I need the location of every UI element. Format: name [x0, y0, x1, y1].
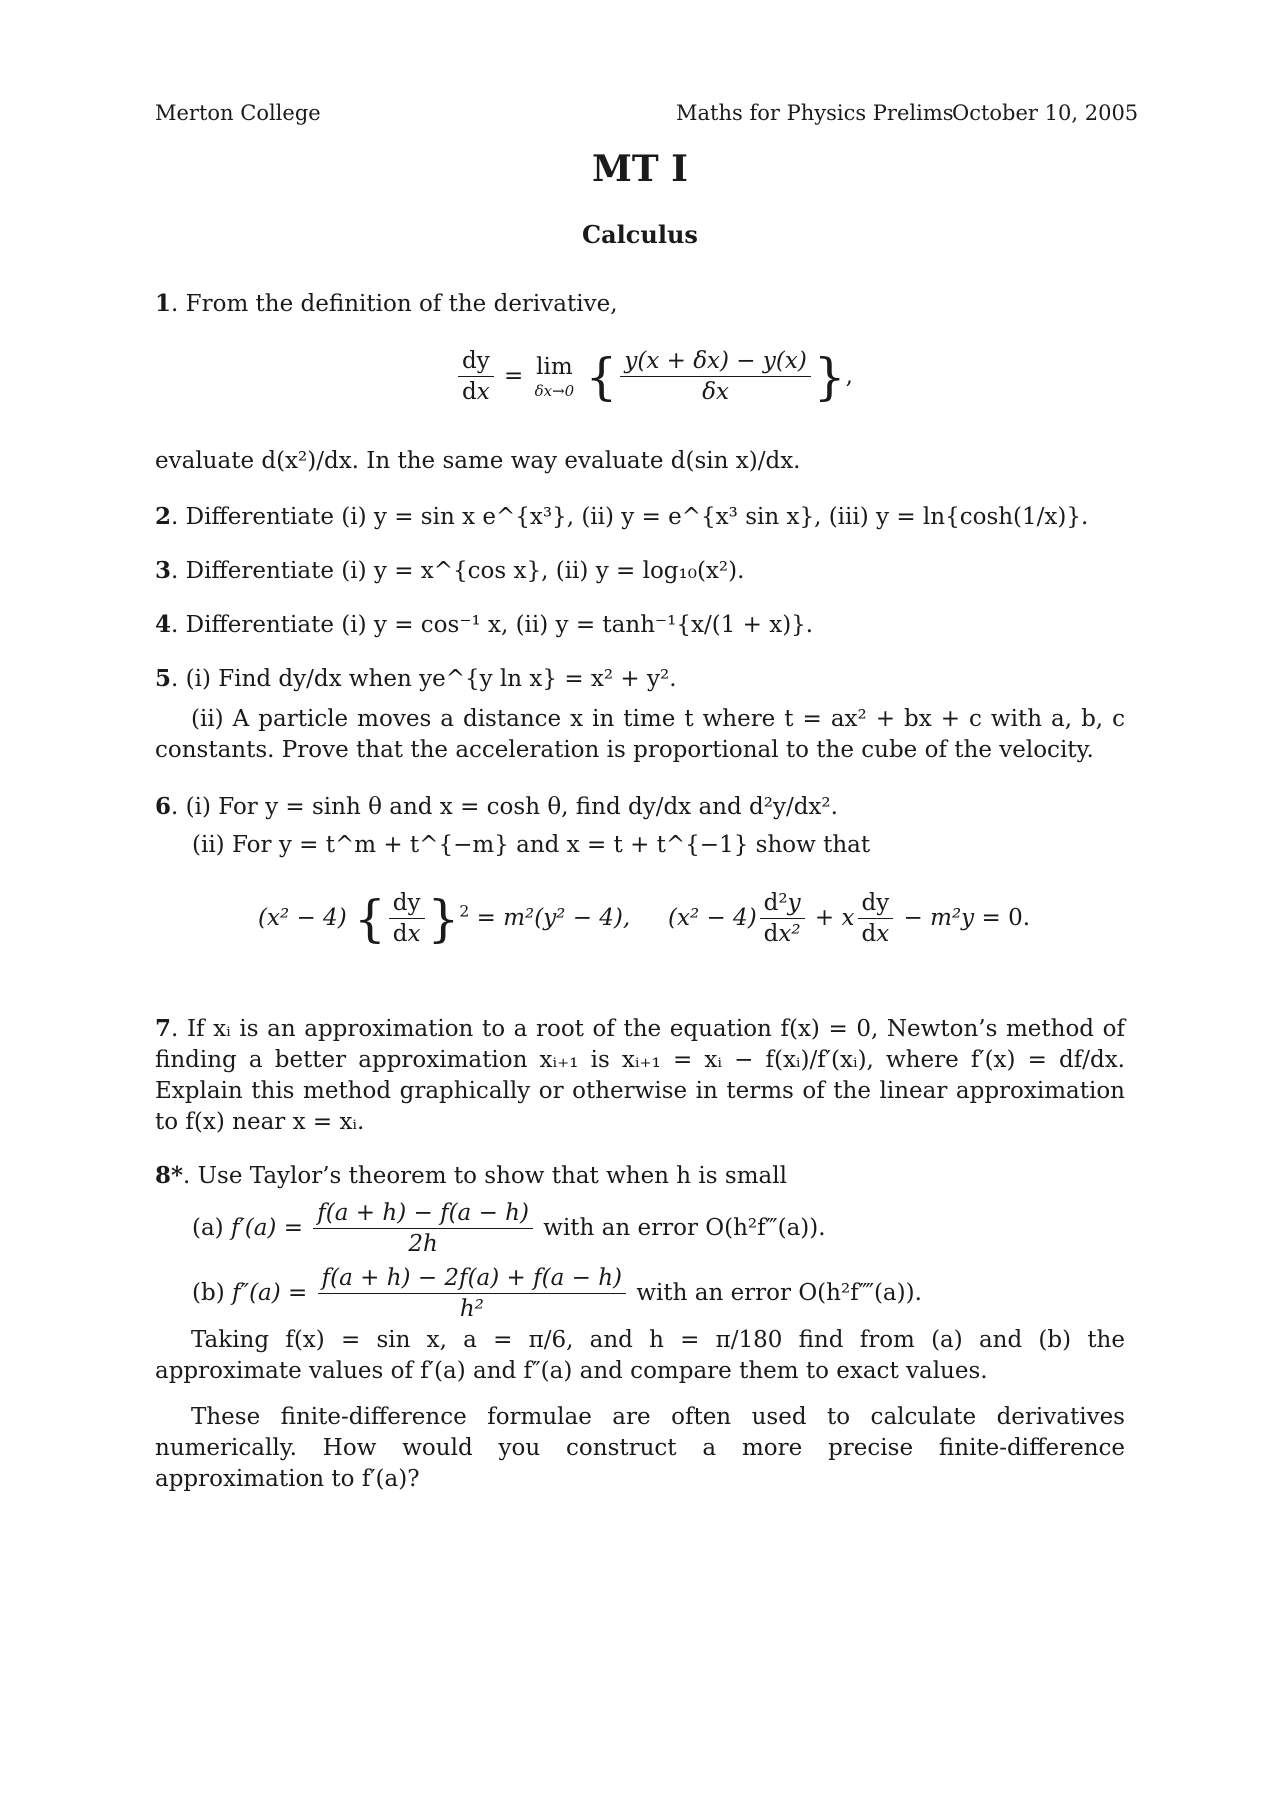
question-text: Differentiate (i) y = cos⁻¹ x, (ii) y = tanh⁻¹{x/(1 + x)}.	[185, 612, 814, 638]
question-5: 5. (i) Find dy/dx when ye^{y ln x} = x² + y².	[155, 665, 677, 692]
question-8-part-a: (a) f′(a) = $\frac{f(a + h) - f(a - h)}{2h}$ with an error O(h²f‴(a)).	[192, 1200, 826, 1258]
question-number: 5	[155, 665, 172, 692]
question-4: 4. Differentiate (i) y = cos⁻¹ x, (ii) y = tanh⁻¹{x/(1 + x)}.	[155, 611, 814, 638]
question-text: If xᵢ is an approximation to a root of the equation f(x) = 0, Newton’s method of finding a better approximation xᵢ₊₁ is xᵢ₊₁ = xᵢ − f(xᵢ)/f′(xᵢ), where f′(x) = df/dx. Explain this method graphically or otherwise in terms of the linear approximation to f(x) near x = xᵢ.	[155, 1016, 1125, 1135]
question-8: 8*. Use Taylor’s theorem to show that when h is small	[155, 1162, 787, 1189]
page-title: MT I	[591, 148, 688, 190]
question-6-equation-1: (x² − 4) { $\frac{dy}{dx}$ }$^2$ = m²(y² − 4),	[258, 889, 631, 948]
header-course: Maths for Physics Prelims	[676, 101, 954, 125]
question-5-part-ii: (ii) A particle moves a distance x in time t where t = ax² + bx + c with a, b, c constants. Prove that the acceleration is proportional to the cube of the velocity.	[155, 706, 1125, 763]
question-number: 7	[155, 1015, 172, 1042]
question-number: 1	[155, 290, 172, 317]
question-number: 3	[155, 557, 172, 584]
derivative-definition-equation: $\frac{dy}{dx}$ = lim δx→0 { $\frac{y(x + \delta x) - y(x)}{\delta x}$ },	[455, 348, 853, 406]
question-8-paragraph-1: Taking f(x) = sin x, a = π/6, and h = π/180 find from (a) and (b) the approximate values of f′(a) and f″(a) and compare them to exact values.	[155, 1327, 1125, 1384]
question-2: 2. Differentiate (i) y = sin x e^{x³}, (ii) y = e^{x³ sin x}, (iii) y = ln{cosh(1/x)}.	[155, 503, 1089, 530]
question-number: 8*	[155, 1162, 184, 1189]
header-date: October 10, 2005	[952, 101, 1139, 125]
question-number: 4	[155, 611, 172, 638]
question-1-followup: evaluate d(x²)/dx. In the same way evaluate d(sin x)/dx.	[155, 448, 801, 474]
question-6-equation-2: (x² − 4) $\frac{\text{d²y}}{\text{dx²}}$ + x $\frac{dy}{dx}$ − m²y = 0.	[668, 890, 1031, 948]
question-8-part-b: (b) f″(a) = $\frac{f(a + h) - 2f(a) + f(a - h)}{\text{h²}}$ with an error O(h²f⁗(a)).	[192, 1265, 922, 1323]
question-text: (i) Find dy/dx when ye^{y ln x} = x² + y².	[185, 666, 677, 692]
page-subtitle: Calculus	[582, 220, 698, 249]
question-8-paragraph-2: These finite-difference formulae are often used to calculate derivatives numerically. How would you construct a more precise finite-difference approximation to f′(a)?	[155, 1404, 1125, 1492]
question-6-part-ii: (ii) For y = t^m + t^{−m} and x = t + t^{−1} show that	[192, 832, 871, 858]
question-1: 1. From the definition of the derivative,	[155, 290, 618, 317]
question-number: 2	[155, 503, 172, 530]
question-text: Use Taylor’s theorem to show that when h is small	[197, 1163, 787, 1189]
question-6: 6. (i) For y = sinh θ and x = cosh θ, find dy/dx and d²y/dx².	[155, 793, 838, 820]
part-b-error: with an error O(h²f⁗(a)).	[636, 1279, 922, 1306]
part-a-error: with an error O(h²f‴(a)).	[543, 1214, 826, 1241]
question-text: From the definition of the derivative,	[185, 291, 618, 317]
question-number: 6	[155, 793, 172, 820]
question-text: (i) For y = sinh θ and x = cosh θ, find dy/dx and d²y/dx².	[185, 794, 838, 820]
question-3: 3. Differentiate (i) y = x^{cos x}, (ii) y = log₁₀(x²).	[155, 557, 745, 584]
question-text: Differentiate (i) y = x^{cos x}, (ii) y = log₁₀(x²).	[185, 558, 745, 584]
header-institution: Merton College	[155, 101, 321, 125]
question-7: 7. If xᵢ is an approximation to a root of the equation f(x) = 0, Newton’s method of finding a better approximation xᵢ₊₁ is xᵢ₊₁ = xᵢ − f(xᵢ)/f′(xᵢ), where f′(x) = df/dx. Explain this method graphically or otherwise in terms of the linear approximation to f(x) near x = xᵢ.	[155, 1015, 1125, 1135]
question-text: Differentiate (i) y = sin x e^{x³}, (ii) y = e^{x³ sin x}, (iii) y = ln{cosh(1/x)}.	[185, 504, 1089, 530]
